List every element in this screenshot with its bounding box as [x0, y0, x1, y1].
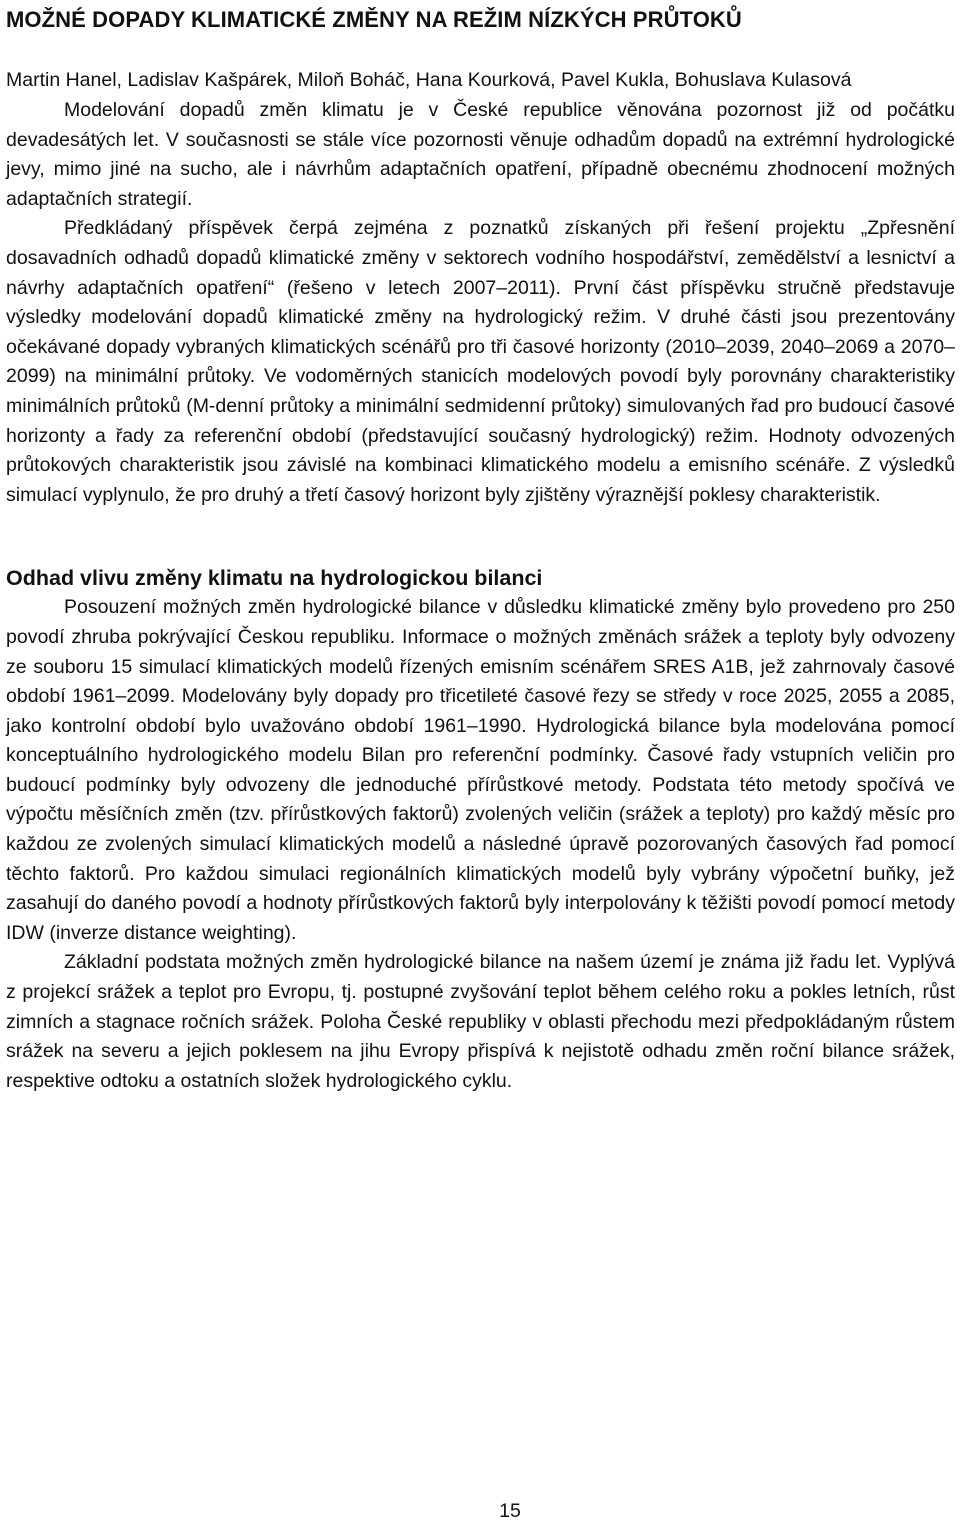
- paper-title: MOŽNÉ DOPADY KLIMATICKÉ ZMĚNY NA REŽIM NÍZKÝCH PRŮTOKŮ: [6, 7, 742, 32]
- section-heading: Odhad vlivu změny klimatu na hydrologickou bilanci: [6, 566, 543, 591]
- intro-paragraph-2: Předkládaný příspěvek čerpá zejména z poznatků získaných při řešení projektu „Zpřesnění dosavadních odhadů dopadů klimatické změny v sektorech vodního hospodářství, zemědělství a lesnictví a návrhy adaptačních opatření“ (řešeno v letech 2007–2011). První část příspěvku stručně představuje výsledky modelování dopadů klimatické změny na hydrologický režim. V druhé části jsou prezentovány očekávané dopady vybraných klimatických scénářů pro tři časové horizonty (2010–2039, 2040–2069 a 2070–2099) na minimální průtoky. Ve vodoměrných stanicích modelových povodí byly porovnány charakteristiky minimálních průtoků (M-denní průtoky a minimální sedmidenní průtoky) simulovaných řad pro budoucí časové horizonty a řady za referenční období (představující současný hydrologický) režim. Hodnoty odvozených průtokových charakteristik jsou závislé na kombinaci klimatického modelu a emisního scénáře. Z výsledků simulací vyplynulo, že pro druhý a třetí časový horizont byly zjištěny výraznější poklesy charakteristik.: [6, 217, 955, 506]
- author-list: Martin Hanel, Ladislav Kašpárek, Miloň Boháč, Hana Kourková, Pavel Kukla, Bohuslava Kulasová: [6, 69, 852, 91]
- section-paragraph-1: Posouzení možných změn hydrologické bilance v důsledku klimatické změny bylo provedeno pro 250 povodí zhruba pokrývající Českou republiku. Informace o možných změnách srážek a teploty byly odvozeny ze souboru 15 simulací klimatických modelů řízených emisním scénářem SRES A1B, jež zahrnovaly časové období 1961–2099. Modelovány byly dopady pro třicetileté časové řezy se středy v roce 2025, 2055 a 2085, jako kontrolní období bylo uvažováno období 1961–1990. Hydrologická bilance byla modelována pomocí konceptuálního hydrologického modelu Bilan pro referenční podmínky. Časové řady vstupních veličin pro budoucí podmínky byly odvozeny dle jednoduché přírůstkové metody. Podstata této metody spočívá ve výpočtu měsíčních změn (tzv. přírůstkových faktorů) zvolených veličin (srážek a teploty) pro každý měsíc pro každou ze zvolených simulací klimatických modelů a následné úpravě pozorovaných časových řad pomocí těchto faktorů. Pro každou simulaci regionálních klimatických modelů byly vybrány výpočetní buňky, jež zasahují do daného povodí a hodnoty přírůstkových faktorů byly interpolovány k těžišti povodí pomocí metody IDW (inverze distance weighting).: [6, 596, 955, 944]
- section-paragraph-2: Základní podstata možných změn hydrologické bilance na našem území je známa již řadu let. Vyplývá z projekcí srážek a teplot pro Evropu, tj. postupné zvyšování teplot během celého roku a pokles letních, růst zimních a stagnace ročních srážek. Poloha České republiky v oblasti přechodu mezi předpokládaným růstem srážek na severu a jejich poklesem na jihu Evropy přispívá k nejistotě odhadu změn roční bilance srážek, respektive odtoku a ostatních složek hydrologického cyklu.: [6, 951, 955, 1092]
- page-number: 15: [499, 1500, 521, 1522]
- intro-paragraph-1: Modelování dopadů změn klimatu je v České republice věnována pozornost již od počátku devadesátých let. V současnosti se stále více pozornosti věnuje odhadům dopadů na extrémní hydrologické jevy, mimo jiné na sucho, ale i návrhům adaptačních opatření, případně obecnému zhodnocení možných adaptačních strategií.: [6, 99, 955, 210]
- document-page: [6, 0, 955, 1096]
